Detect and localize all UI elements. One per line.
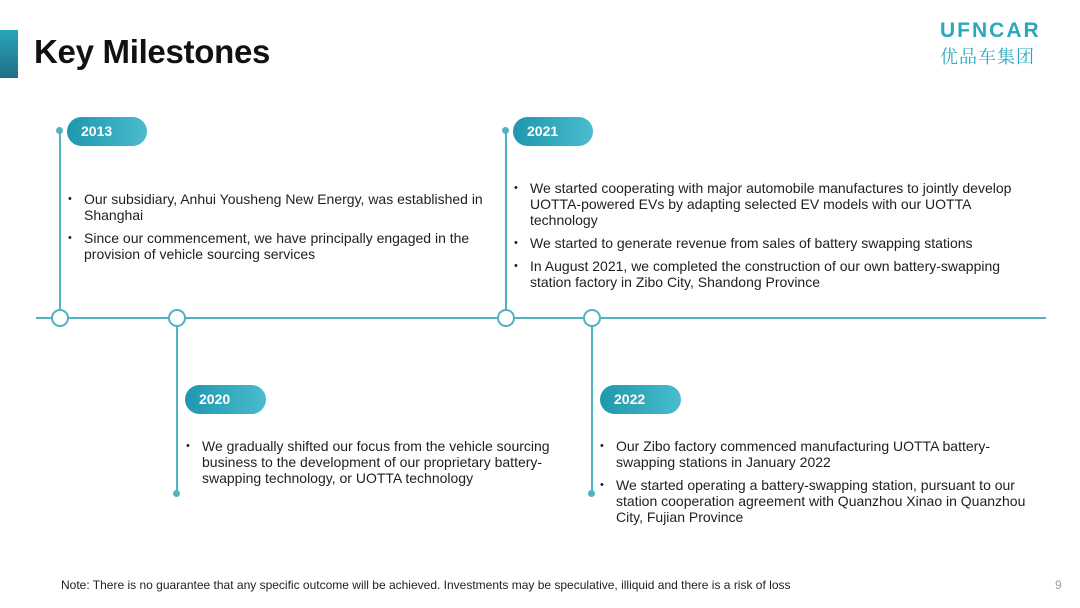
- company-logo: [940, 20, 1062, 70]
- milestone-2013-node: [51, 309, 69, 327]
- milestone-2021-node: [497, 309, 515, 327]
- milestone-2021-bullet: • In August 2021, we completed the construction of our own battery-swapping station factory in Zibo City, Shandong Province: [512, 258, 1042, 290]
- milestone-2022-bullet: • We started operating a battery-swapping station, pursuant to our station cooperation agreement with Quanzhou Xinao in Quanzhou City, Fujian Province: [598, 477, 1028, 525]
- milestone-2013-year-pill: 2013: [67, 117, 147, 146]
- milestone-2020-bullets: [184, 438, 576, 493]
- milestone-2020-year-pill: 2020: [185, 385, 266, 414]
- slide-title: Key Milestones: [34, 33, 271, 70]
- milestone-2020-end-dot: [173, 490, 180, 497]
- milestone-2021-bullet: • We started to generate revenue from sales of battery swapping stations: [512, 235, 1042, 251]
- milestone-2021-bullets: [512, 180, 1042, 297]
- milestone-2022-year-pill: 2022: [600, 385, 681, 414]
- logo-text-en: UFNCAR: [940, 19, 1041, 42]
- milestone-2021-end-dot: [502, 127, 509, 134]
- disclaimer-note: Note: There is no guarantee that any specific outcome will be achieved. Investments may be speculative, illiquid and there is a risk of loss: [61, 578, 791, 592]
- milestone-2020-connector: [176, 326, 178, 494]
- milestone-2013-bullet: • Since our commencement, we have principally engaged in the provision of vehicle sourcing services: [66, 230, 486, 262]
- milestone-2022-bullets: [598, 438, 1028, 532]
- milestone-2022-end-dot: [588, 490, 595, 497]
- timeline-axis: [36, 317, 1046, 319]
- milestone-2020-node: [168, 309, 186, 327]
- milestone-2013-end-dot: [56, 127, 63, 134]
- milestone-2022-node: [583, 309, 601, 327]
- page-number: 9: [1055, 578, 1062, 592]
- milestone-2013-bullets: [66, 191, 486, 269]
- logo-text-cn: 优品车集团: [940, 47, 1035, 67]
- milestone-2021-connector: [505, 131, 507, 311]
- title-accent-bar: [0, 30, 18, 78]
- milestone-2013-connector: [59, 131, 61, 311]
- milestone-2021-bullet: • We started cooperating with major automobile manufactures to jointly develop UOTTA-powered EVs by adapting selected EV models with our UOTTA technology: [512, 180, 1042, 228]
- milestone-2013-bullet: • Our subsidiary, Anhui Yousheng New Energy, was established in Shanghai: [66, 191, 486, 223]
- milestone-2021-year-pill: 2021: [513, 117, 593, 146]
- milestone-2022-connector: [591, 326, 593, 494]
- milestone-2020-bullet: • We gradually shifted our focus from the vehicle sourcing business to the development of our proprietary battery-swapping technology, or UOTTA technology: [184, 438, 576, 486]
- milestone-2022-bullet: • Our Zibo factory commenced manufacturing UOTTA battery-swapping stations in January 2022: [598, 438, 1028, 470]
